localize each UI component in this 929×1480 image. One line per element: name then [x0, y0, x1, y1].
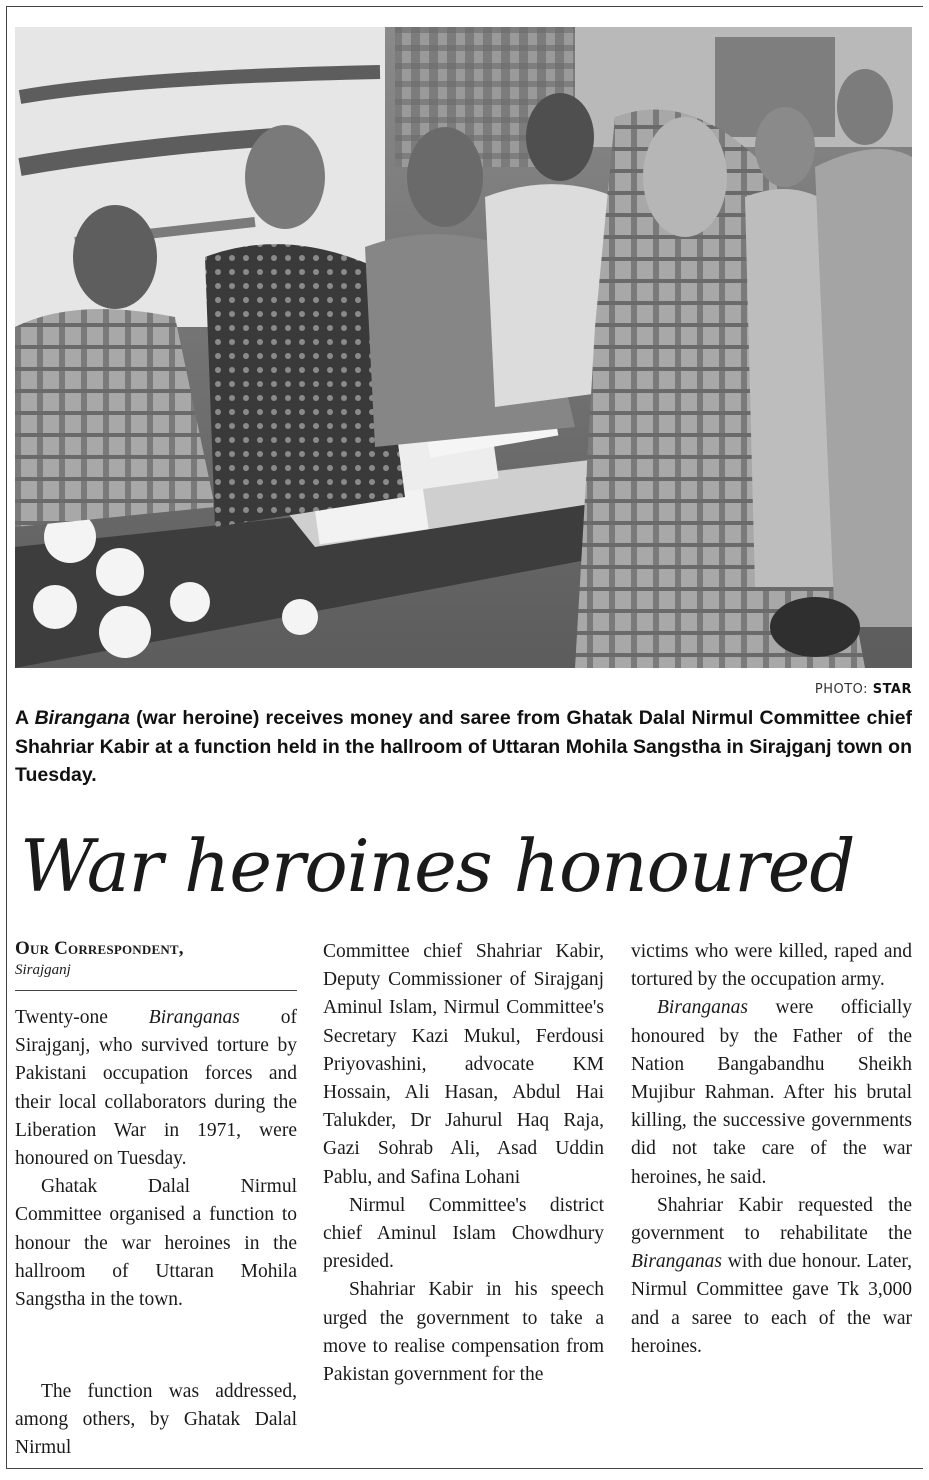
news-photograph	[15, 27, 912, 668]
p1-italic: Biranganas	[148, 1007, 240, 1028]
paragraph-6	[631, 994, 912, 1191]
paragraph-5-cont: victims who were killed, raped and tortured by the occupation army.	[631, 941, 912, 991]
photo-of-ceremony-icon	[15, 27, 912, 668]
byline-dateline: Sirajganj	[15, 962, 71, 978]
article-column-1	[15, 938, 297, 1314]
headline: War heroines honoured	[20, 824, 855, 908]
photo-credit-source: STAR	[872, 682, 912, 697]
bottom-rule	[6, 1468, 923, 1469]
byline-author: Our Correspondent,	[15, 938, 184, 959]
p1-lead: Twenty-one	[15, 1007, 149, 1028]
photo-caption	[15, 704, 912, 790]
caption-lead: A	[15, 707, 35, 729]
article-column-1-tail	[15, 1378, 297, 1463]
byline-rule	[15, 990, 297, 991]
left-rule	[6, 6, 7, 1468]
paragraph-4: Nirmul Committee's district chief Aminul Islam Chowdhury presided.	[323, 1194, 604, 1273]
p7-lead: Shahriar Kabir requested the government to rehabilitate the	[631, 1194, 912, 1245]
caption-italic-term: Birangana	[34, 707, 130, 729]
p6-italic: Biranganas	[657, 997, 749, 1019]
paragraph-7	[631, 1192, 912, 1361]
caption-rest: (war heroine) receives money and saree from Ghatak Dalal Nirmul Committee chief Shahriar Kabir at a function held in the hallroom of Uttaran Mohila Sangstha in Sirajganj town on Tuesday.	[15, 707, 912, 786]
p6-rest: were officially honoured by the Father of the Nation Bangabandhu Sheikh Mujibur Rahman. After his brutal killing, the successive governments did not take care of the war heroines, he said.	[631, 997, 912, 1188]
paragraph-2: Ghatak Dalal Nirmul Committee organised a function to honour the war heroines in the hallroom of Uttaran Mohila Sangstha in the town.	[15, 1176, 297, 1311]
photo-credit	[815, 682, 912, 697]
p7-rest: with due honour. Later, Nirmul Committee gave Tk 3,000 and a saree to each of the war heroines.	[631, 1251, 912, 1357]
top-rule	[6, 6, 923, 7]
paragraph-3-cont: Committee chief Shahriar Kabir, Deputy Commissioner of Sirajganj Aminul Islam, Nirmul Committee's Secretary Kazi Mukul, Ferdousi Priyovashini, advocate KM Hossain, Ali Hasan, Abdul Hai Talukder, Dr Jahurul Haq Raja, Gazi Sohrab Ali, Asad Uddin Pablu, and Safina Lohani	[323, 941, 604, 1188]
paragraph-5-start: Shahriar Kabir in his speech urged the government to take a move to realise compensation from Pakistan government for the	[323, 1279, 604, 1386]
p1-rest: of Sirajganj, who survived torture by Pakistani occupation forces and their local collaborators during the Liberation War in 1971, were honoured on Tuesday.	[15, 1007, 297, 1170]
paragraph-3-start: The function was addressed, among others, by Ghatak Dalal Nirmul	[15, 1381, 297, 1459]
p7-italic: Biranganas	[631, 1251, 723, 1273]
article-column-2	[323, 938, 604, 1389]
paragraph-1	[15, 1004, 297, 1173]
article-column-3	[631, 938, 912, 1361]
photo-credit-label: PHOTO:	[814, 682, 869, 697]
